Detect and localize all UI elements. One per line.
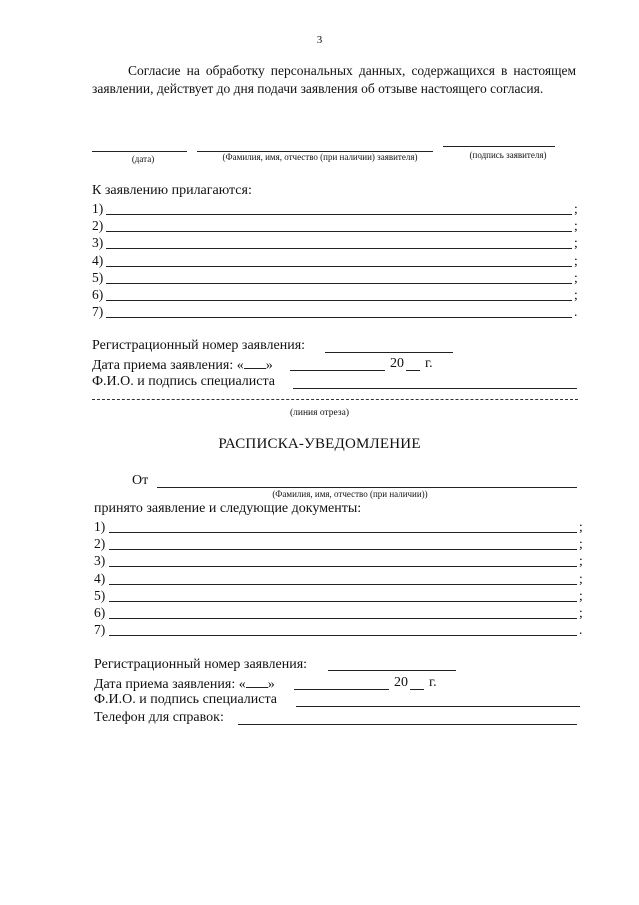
receipt-document-item-field[interactable] (109, 549, 577, 550)
attachment-item-end: ; (574, 218, 578, 234)
receipt-document-item-number: 1) (94, 519, 106, 534)
attachment-item-field[interactable] (106, 214, 572, 215)
receipt-specialist-label: Ф.И.О. и подпись специалиста (94, 692, 278, 707)
day-field[interactable] (244, 356, 266, 369)
attachment-item (92, 235, 582, 252)
attachment-item-field[interactable] (106, 317, 572, 318)
year-suffix: г. (425, 356, 433, 371)
date-received-open: Дата приема заявления: « (92, 358, 244, 373)
attachment-item (92, 304, 582, 321)
receipt-document-item-field[interactable] (109, 566, 577, 567)
receipt-document-item-number: 6) (94, 605, 106, 620)
receipt-year-suffix: г. (429, 675, 437, 690)
from-caption: (Фамилия, имя, отчество (при наличии)) (272, 489, 428, 499)
receipt-document-item (94, 536, 587, 553)
attachment-item-field[interactable] (106, 231, 572, 232)
receipt-document-item-end: ; (579, 587, 583, 603)
receipt-document-item-field[interactable] (109, 532, 577, 533)
attachment-item-number: 5) (92, 269, 104, 285)
date-line[interactable] (92, 151, 187, 152)
attachment-item-number: 6) (92, 287, 104, 302)
attachment-item-number: 3) (92, 235, 104, 251)
receipt-document-item-field[interactable] (109, 584, 577, 585)
attachment-item-field[interactable] (106, 266, 572, 267)
receipt-month-field[interactable] (294, 689, 389, 690)
signature-line[interactable] (443, 146, 555, 147)
receipt-title: РАСПИСКА-УВЕДОМЛЕНИЕ (218, 436, 421, 452)
attachment-item-field[interactable] (106, 283, 572, 284)
receipt-document-item (94, 605, 587, 622)
receipt-day-field[interactable] (246, 675, 268, 688)
year-prefix: 20 (390, 356, 404, 371)
receipt-document-item-number: 4) (94, 570, 106, 586)
date-caption: (дата) (131, 154, 155, 164)
attachment-item-number: 7) (92, 304, 104, 320)
receipt-document-item-number: 2) (94, 536, 106, 552)
phone-label: Телефон для справок: (94, 710, 224, 725)
date-received-label (92, 356, 273, 374)
attachment-item (92, 287, 582, 304)
receipt-reg-number-label: Регистрационный номер заявления: (94, 657, 308, 672)
signature-caption: (подпись заявителя) (469, 150, 547, 160)
attachment-item-field[interactable] (106, 300, 572, 301)
receipt-document-item-end: ; (579, 536, 583, 552)
receipt-document-item (94, 571, 587, 588)
receipt-document-item-number: 3) (94, 553, 106, 569)
attachment-item-end: ; (574, 252, 578, 268)
from-label: От (132, 473, 149, 488)
receipt-year-field[interactable] (410, 689, 424, 690)
reg-number-label: Регистрационный номер заявления: (92, 338, 306, 353)
attachment-item (92, 218, 582, 235)
date-received-close: » (265, 358, 273, 373)
receipt-date-close: » (267, 677, 275, 692)
receipt-document-item (94, 588, 587, 605)
attachment-item (92, 253, 582, 270)
attachment-item-field[interactable] (106, 248, 572, 249)
receipt-document-item-field[interactable] (109, 601, 577, 602)
receipt-date-label (94, 675, 275, 693)
cut-line-caption: (линия отреза) (289, 408, 349, 418)
consent-paragraph (92, 62, 576, 98)
receipt-document-item (94, 519, 587, 536)
attachment-item-number: 4) (92, 252, 104, 268)
specialist-label: Ф.И.О. и подпись специалиста (92, 374, 276, 389)
attachment-item-end: ; (574, 235, 578, 251)
from-field[interactable] (157, 487, 577, 488)
receipt-document-item-end: . (579, 622, 583, 638)
accepted-label: принято заявление и следующие документы: (94, 501, 362, 516)
attachment-item-number: 2) (92, 218, 104, 234)
receipt-document-item-field[interactable] (109, 618, 577, 619)
receipt-year-prefix: 20 (394, 675, 408, 690)
attachment-item-end: ; (574, 201, 578, 216)
attachment-item-end: ; (574, 287, 578, 302)
attachment-item-end: . (574, 304, 578, 320)
attachment-item (92, 270, 582, 287)
year-field[interactable] (406, 370, 420, 371)
receipt-date-open: Дата приема заявления: « (94, 677, 246, 692)
receipt-document-item-end: ; (579, 605, 583, 620)
receipt-reg-number-field[interactable] (328, 670, 456, 671)
receipt-document-item (94, 622, 587, 639)
receipt-document-item-end: ; (579, 570, 583, 586)
phone-field[interactable] (238, 724, 577, 725)
receipt-document-item-field[interactable] (109, 635, 577, 636)
reg-number-field[interactable] (325, 352, 453, 353)
receipt-specialist-field[interactable] (296, 706, 580, 707)
receipt-document-item-number: 7) (94, 622, 106, 638)
receipt-document-item-end: ; (579, 553, 583, 569)
attachment-item-end: ; (574, 269, 578, 285)
page-number: 3 (316, 34, 323, 46)
month-field[interactable] (290, 370, 385, 371)
attachment-item (92, 201, 582, 218)
attachment-item-number: 1) (92, 201, 104, 216)
receipt-document-item-number: 5) (94, 587, 106, 603)
attachments-heading: К заявлению прилагаются: (92, 183, 252, 198)
fio-caption: (Фамилия, имя, отчество (при наличии) заявителя) (222, 152, 418, 162)
cut-line (92, 399, 578, 400)
receipt-document-item (94, 553, 587, 570)
consent-text: Согласие на обработку персональных данных, содержащихся в настоящем заявлении, действует до дня подачи заявления об отзыве настоящего согласия. (92, 63, 576, 96)
specialist-field[interactable] (293, 388, 577, 389)
receipt-document-item-end: ; (579, 519, 583, 534)
